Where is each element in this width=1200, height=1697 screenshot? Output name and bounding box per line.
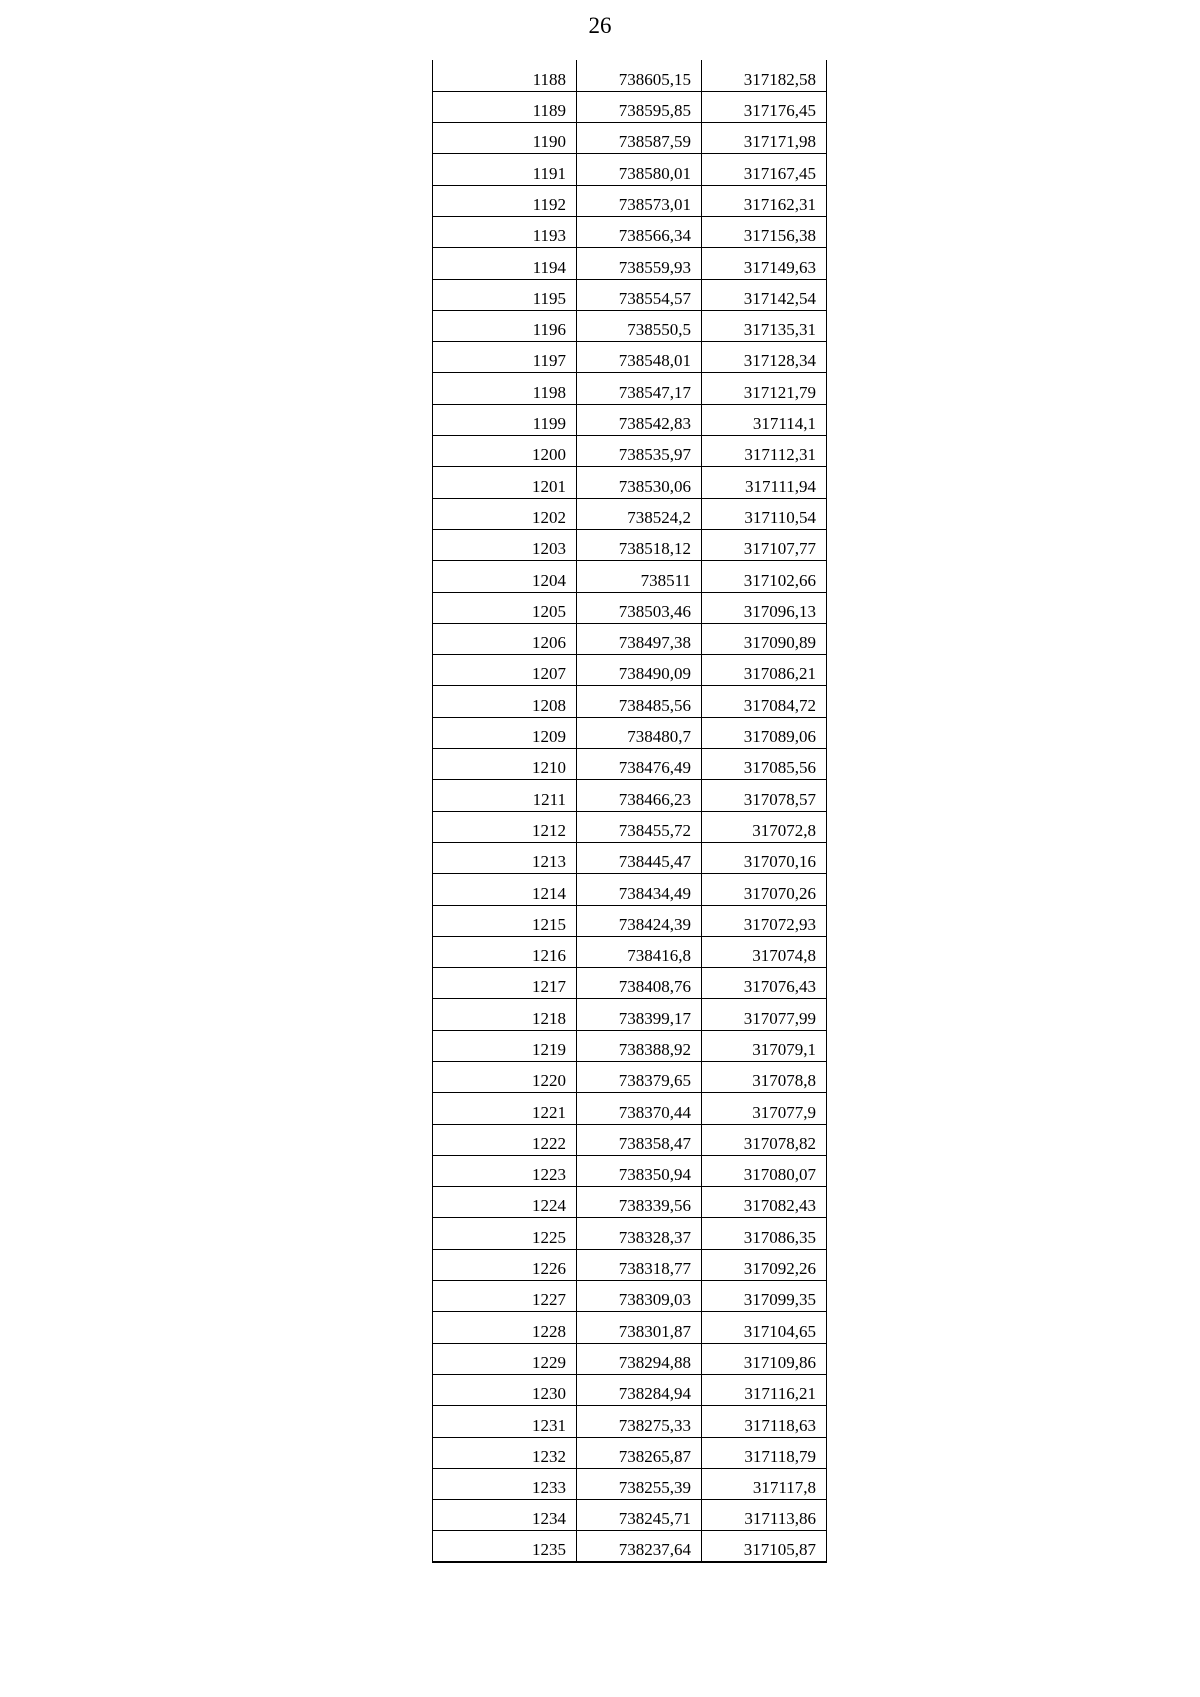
coordinates-table: [432, 60, 827, 1563]
point-number-cell: 1194: [433, 248, 577, 279]
table-row: [433, 185, 827, 216]
point-number-cell: 1196: [433, 310, 577, 341]
y-coordinate-cell: 317099,35: [702, 1281, 827, 1312]
x-coordinate-cell: 738587,59: [577, 123, 702, 154]
y-coordinate-cell: 317076,43: [702, 968, 827, 999]
y-coordinate-cell: 317078,8: [702, 1062, 827, 1093]
x-coordinate-cell: 738542,83: [577, 404, 702, 435]
x-coordinate-cell: 738476,49: [577, 749, 702, 780]
x-coordinate-cell: 738455,72: [577, 811, 702, 842]
x-coordinate-cell: 738370,44: [577, 1093, 702, 1124]
point-number-cell: 1203: [433, 529, 577, 560]
point-number-cell: 1207: [433, 655, 577, 686]
x-coordinate-cell: 738284,94: [577, 1374, 702, 1405]
y-coordinate-cell: 317182,58: [702, 60, 827, 91]
y-coordinate-cell: 317149,63: [702, 248, 827, 279]
point-number-cell: 1199: [433, 404, 577, 435]
y-coordinate-cell: 317121,79: [702, 373, 827, 404]
table-row: [433, 1124, 827, 1155]
table-row: [433, 498, 827, 529]
y-coordinate-cell: 317171,98: [702, 123, 827, 154]
x-coordinate-cell: 738524,2: [577, 498, 702, 529]
x-coordinate-cell: 738237,64: [577, 1531, 702, 1562]
y-coordinate-cell: 317107,77: [702, 529, 827, 560]
y-coordinate-cell: 317128,34: [702, 342, 827, 373]
x-coordinate-cell: 738388,92: [577, 1030, 702, 1061]
table-row: [433, 749, 827, 780]
point-number-cell: 1205: [433, 592, 577, 623]
table-row: [433, 874, 827, 905]
y-coordinate-cell: 317086,21: [702, 655, 827, 686]
point-number-cell: 1228: [433, 1312, 577, 1343]
table-row: [433, 1437, 827, 1468]
table-row: [433, 123, 827, 154]
y-coordinate-cell: 317078,57: [702, 780, 827, 811]
table-row: [433, 373, 827, 404]
x-coordinate-cell: 738595,85: [577, 91, 702, 122]
x-coordinate-cell: 738294,88: [577, 1343, 702, 1374]
table-row: [433, 1187, 827, 1218]
x-coordinate-cell: 738318,77: [577, 1249, 702, 1280]
point-number-cell: 1219: [433, 1030, 577, 1061]
x-coordinate-cell: 738434,49: [577, 874, 702, 905]
table-row: [433, 154, 827, 185]
table-row: [433, 842, 827, 873]
y-coordinate-cell: 317176,45: [702, 91, 827, 122]
table-row: [433, 91, 827, 122]
y-coordinate-cell: 317089,06: [702, 717, 827, 748]
point-number-cell: 1225: [433, 1218, 577, 1249]
coordinates-table-body: [433, 60, 827, 1562]
point-number-cell: 1220: [433, 1062, 577, 1093]
y-coordinate-cell: 317109,86: [702, 1343, 827, 1374]
table-row: [433, 1249, 827, 1280]
point-number-cell: 1189: [433, 91, 577, 122]
point-number-cell: 1233: [433, 1468, 577, 1499]
y-coordinate-cell: 317080,07: [702, 1155, 827, 1186]
x-coordinate-cell: 738497,38: [577, 623, 702, 654]
table-row: [433, 60, 827, 91]
y-coordinate-cell: 317070,16: [702, 842, 827, 873]
point-number-cell: 1222: [433, 1124, 577, 1155]
table-row: [433, 1468, 827, 1499]
point-number-cell: 1192: [433, 185, 577, 216]
y-coordinate-cell: 317072,93: [702, 905, 827, 936]
point-number-cell: 1188: [433, 60, 577, 91]
y-coordinate-cell: 317114,1: [702, 404, 827, 435]
point-number-cell: 1208: [433, 686, 577, 717]
point-number-cell: 1218: [433, 999, 577, 1030]
x-coordinate-cell: 738350,94: [577, 1155, 702, 1186]
y-coordinate-cell: 317142,54: [702, 279, 827, 310]
point-number-cell: 1206: [433, 623, 577, 654]
table-row: [433, 467, 827, 498]
y-coordinate-cell: 317092,26: [702, 1249, 827, 1280]
x-coordinate-cell: 738559,93: [577, 248, 702, 279]
table-row: [433, 1030, 827, 1061]
y-coordinate-cell: 317113,86: [702, 1500, 827, 1531]
x-coordinate-cell: 738358,47: [577, 1124, 702, 1155]
x-coordinate-cell: 738485,56: [577, 686, 702, 717]
y-coordinate-cell: 317096,13: [702, 592, 827, 623]
point-number-cell: 1224: [433, 1187, 577, 1218]
x-coordinate-cell: 738339,56: [577, 1187, 702, 1218]
table-row: [433, 529, 827, 560]
page-number: 26: [588, 13, 612, 38]
point-number-cell: 1226: [433, 1249, 577, 1280]
x-coordinate-cell: 738399,17: [577, 999, 702, 1030]
table-row: [433, 248, 827, 279]
point-number-cell: 1214: [433, 874, 577, 905]
table-row: [433, 1062, 827, 1093]
x-coordinate-cell: 738328,37: [577, 1218, 702, 1249]
y-coordinate-cell: 317167,45: [702, 154, 827, 185]
x-coordinate-cell: 738255,39: [577, 1468, 702, 1499]
x-coordinate-cell: 738547,17: [577, 373, 702, 404]
point-number-cell: 1190: [433, 123, 577, 154]
x-coordinate-cell: 738275,33: [577, 1406, 702, 1437]
table-row: [433, 279, 827, 310]
point-number-cell: 1212: [433, 811, 577, 842]
point-number-cell: 1210: [433, 749, 577, 780]
table-row: [433, 342, 827, 373]
table-row: [433, 1218, 827, 1249]
table-row: [433, 310, 827, 341]
point-number-cell: 1223: [433, 1155, 577, 1186]
y-coordinate-cell: 317162,31: [702, 185, 827, 216]
y-coordinate-cell: 317084,72: [702, 686, 827, 717]
point-number-cell: 1221: [433, 1093, 577, 1124]
x-coordinate-cell: 738408,76: [577, 968, 702, 999]
table-row: [433, 1093, 827, 1124]
y-coordinate-cell: 317110,54: [702, 498, 827, 529]
y-coordinate-cell: 317118,79: [702, 1437, 827, 1468]
point-number-cell: 1230: [433, 1374, 577, 1405]
point-number-cell: 1234: [433, 1500, 577, 1531]
y-coordinate-cell: 317079,1: [702, 1030, 827, 1061]
x-coordinate-cell: 738530,06: [577, 467, 702, 498]
y-coordinate-cell: 317116,21: [702, 1374, 827, 1405]
y-coordinate-cell: 317105,87: [702, 1531, 827, 1562]
x-coordinate-cell: 738416,8: [577, 936, 702, 967]
y-coordinate-cell: 317077,9: [702, 1093, 827, 1124]
x-coordinate-cell: 738480,7: [577, 717, 702, 748]
point-number-cell: 1227: [433, 1281, 577, 1312]
table-row: [433, 1531, 827, 1562]
y-coordinate-cell: 317090,89: [702, 623, 827, 654]
y-coordinate-cell: 317104,65: [702, 1312, 827, 1343]
point-number-cell: 1201: [433, 467, 577, 498]
point-number-cell: 1191: [433, 154, 577, 185]
y-coordinate-cell: 317117,8: [702, 1468, 827, 1499]
point-number-cell: 1204: [433, 561, 577, 592]
x-coordinate-cell: 738535,97: [577, 436, 702, 467]
x-coordinate-cell: 738548,01: [577, 342, 702, 373]
table-row: [433, 216, 827, 247]
point-number-cell: 1202: [433, 498, 577, 529]
table-row: [433, 623, 827, 654]
y-coordinate-cell: 317118,63: [702, 1406, 827, 1437]
x-coordinate-cell: 738445,47: [577, 842, 702, 873]
point-number-cell: 1197: [433, 342, 577, 373]
table-row: [433, 1500, 827, 1531]
x-coordinate-cell: 738265,87: [577, 1437, 702, 1468]
y-coordinate-cell: 317078,82: [702, 1124, 827, 1155]
table-row: [433, 968, 827, 999]
y-coordinate-cell: 317086,35: [702, 1218, 827, 1249]
y-coordinate-cell: 317111,94: [702, 467, 827, 498]
table-row: [433, 811, 827, 842]
y-coordinate-cell: 317072,8: [702, 811, 827, 842]
y-coordinate-cell: 317077,99: [702, 999, 827, 1030]
table-row: [433, 1312, 827, 1343]
y-coordinate-cell: 317102,66: [702, 561, 827, 592]
point-number-cell: 1193: [433, 216, 577, 247]
y-coordinate-cell: 317135,31: [702, 310, 827, 341]
x-coordinate-cell: 738573,01: [577, 185, 702, 216]
point-number-cell: 1200: [433, 436, 577, 467]
table-row: [433, 436, 827, 467]
x-coordinate-cell: 738554,57: [577, 279, 702, 310]
table-row: [433, 592, 827, 623]
table-row: [433, 1406, 827, 1437]
x-coordinate-cell: 738490,09: [577, 655, 702, 686]
x-coordinate-cell: 738245,71: [577, 1500, 702, 1531]
table-row: [433, 686, 827, 717]
point-number-cell: 1235: [433, 1531, 577, 1562]
x-coordinate-cell: 738379,65: [577, 1062, 702, 1093]
x-coordinate-cell: 738518,12: [577, 529, 702, 560]
y-coordinate-cell: 317070,26: [702, 874, 827, 905]
table-row: [433, 1343, 827, 1374]
y-coordinate-cell: 317156,38: [702, 216, 827, 247]
table-row: [433, 1155, 827, 1186]
point-number-cell: 1213: [433, 842, 577, 873]
y-coordinate-cell: 317074,8: [702, 936, 827, 967]
x-coordinate-cell: 738466,23: [577, 780, 702, 811]
table-row: [433, 999, 827, 1030]
y-coordinate-cell: 317085,56: [702, 749, 827, 780]
y-coordinate-cell: 317112,31: [702, 436, 827, 467]
table-row: [433, 1374, 827, 1405]
point-number-cell: 1231: [433, 1406, 577, 1437]
x-coordinate-cell: 738511: [577, 561, 702, 592]
x-coordinate-cell: 738580,01: [577, 154, 702, 185]
table-row: [433, 905, 827, 936]
table-row: [433, 561, 827, 592]
x-coordinate-cell: 738424,39: [577, 905, 702, 936]
point-number-cell: 1232: [433, 1437, 577, 1468]
table-row: [433, 717, 827, 748]
x-coordinate-cell: 738503,46: [577, 592, 702, 623]
table-row: [433, 780, 827, 811]
point-number-cell: 1209: [433, 717, 577, 748]
point-number-cell: 1211: [433, 780, 577, 811]
x-coordinate-cell: 738566,34: [577, 216, 702, 247]
x-coordinate-cell: 738309,03: [577, 1281, 702, 1312]
table-row: [433, 404, 827, 435]
point-number-cell: 1216: [433, 936, 577, 967]
point-number-cell: 1215: [433, 905, 577, 936]
point-number-cell: 1229: [433, 1343, 577, 1374]
table-row: [433, 1281, 827, 1312]
point-number-cell: 1217: [433, 968, 577, 999]
table-row: [433, 936, 827, 967]
x-coordinate-cell: 738550,5: [577, 310, 702, 341]
point-number-cell: 1198: [433, 373, 577, 404]
point-number-cell: 1195: [433, 279, 577, 310]
y-coordinate-cell: 317082,43: [702, 1187, 827, 1218]
table-row: [433, 655, 827, 686]
x-coordinate-cell: 738301,87: [577, 1312, 702, 1343]
x-coordinate-cell: 738605,15: [577, 60, 702, 91]
